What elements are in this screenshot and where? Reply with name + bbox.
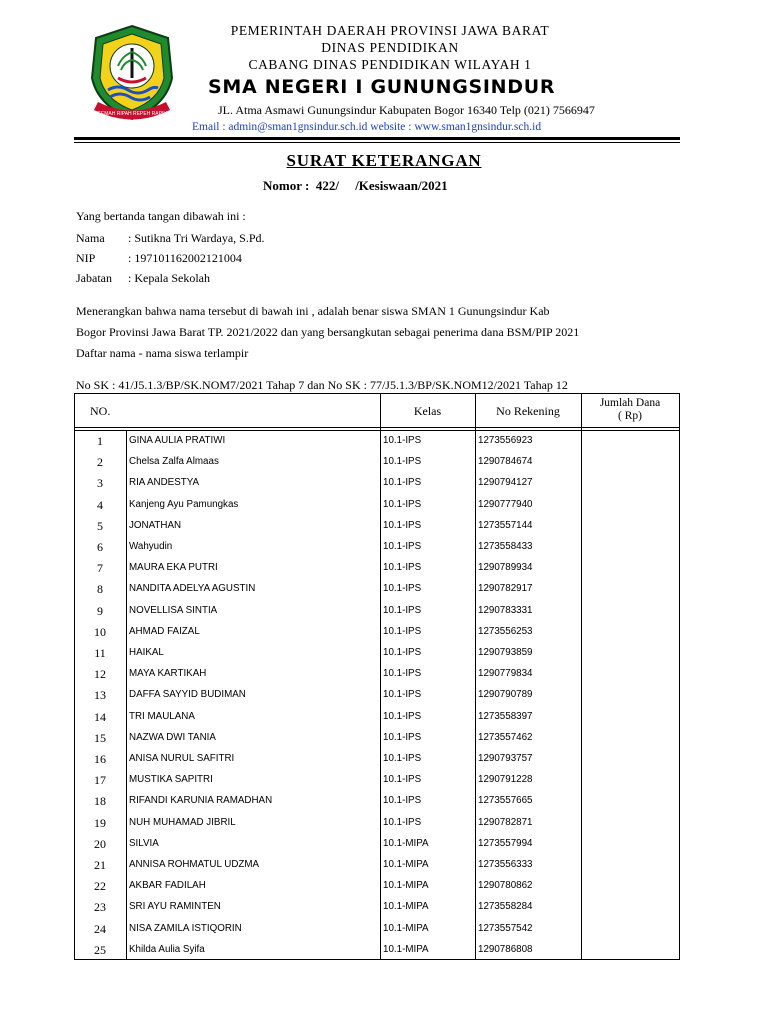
- table-row: [74, 537, 680, 558]
- header-government-line: PEMERINTAH DAERAH PROVINSI JAWA BARAT: [230, 23, 550, 38]
- student-class: 10.1-IPS: [383, 731, 422, 743]
- student-name: ANNISA ROHMATUL UDZMA: [129, 859, 260, 870]
- school-contact-links[interactable]: Email : admin@sman1gnsindur.sch.id website : www.sman1gnsindur.sch.id: [192, 121, 542, 133]
- student-name: DAFFA SAYYID BUDIMAN: [129, 689, 246, 701]
- student-class: 10.1-IPS: [383, 456, 422, 468]
- field-label-nip: NIP: [76, 251, 96, 265]
- paragraph-line-1: Menerangkan bahwa nama tersebut di bawah ini , adalah benar siswa SMAN 1 Gunungsindur Kab: [76, 304, 550, 318]
- account-number: 1290779834: [478, 668, 533, 680]
- student-name: NAZWA DWI TANIA: [129, 731, 216, 743]
- paragraph-line-3: Daftar nama - nama siswa terlampir: [76, 346, 249, 360]
- student-class: 10.1-MIPA: [383, 880, 429, 892]
- account-number: 1273558397: [478, 710, 533, 722]
- letter-title: SURAT KETERANGAN: [286, 151, 482, 170]
- row-number: 24: [94, 921, 106, 936]
- table-row: [74, 707, 680, 728]
- student-name: NOVELLISA SINTIA: [129, 604, 218, 616]
- account-number: 1290793757: [478, 753, 533, 764]
- row-number: 13: [94, 688, 106, 703]
- student-name: SRI AYU RAMINTEN: [129, 901, 221, 913]
- row-number: 14: [94, 709, 106, 724]
- table-row: [74, 728, 680, 749]
- student-name: NISA ZAMILA ISTIQORIN: [129, 922, 242, 934]
- letterhead-divider-thin: [74, 142, 680, 143]
- student-name: ANISA NURUL SAFITRI: [129, 753, 235, 764]
- student-name: Khilda Aulia Syifa: [129, 943, 205, 955]
- student-name: NUH MUHAMAD JIBRIL: [129, 816, 236, 828]
- table-row: [74, 897, 680, 918]
- letterhead-divider-thick: [74, 137, 680, 140]
- row-number: 1: [97, 434, 103, 448]
- header-branch-line: CABANG DINAS PENDIDIKAN WILAYAH 1: [248, 57, 532, 72]
- row-number: 21: [94, 858, 106, 872]
- account-number: 1290780862: [478, 880, 533, 892]
- table-row: [74, 516, 680, 537]
- row-number: 17: [94, 773, 106, 788]
- student-class: 10.1-IPS: [383, 774, 422, 786]
- table-row: [74, 452, 680, 473]
- student-class: 10.1-IPS: [383, 604, 422, 616]
- table-border-top: [74, 393, 680, 394]
- student-name: TRI MAULANA: [129, 710, 195, 722]
- account-number: 1273557994: [478, 837, 533, 849]
- student-class: 10.1-IPS: [383, 816, 422, 828]
- account-number: 1273556923: [478, 435, 533, 446]
- row-number: 20: [94, 836, 106, 851]
- account-number: 1273558284: [478, 901, 533, 913]
- header-agency-line: DINAS PENDIDIKAN: [321, 40, 459, 55]
- student-table: [74, 393, 680, 960]
- account-number: 1273557144: [478, 519, 533, 531]
- student-name: SILVIA: [129, 837, 159, 849]
- field-label-name: Nama: [76, 231, 105, 245]
- student-class: 10.1-IPS: [383, 710, 422, 722]
- table-row: [74, 579, 680, 600]
- row-number: 16: [94, 752, 106, 766]
- student-class: 10.1-IPS: [383, 562, 422, 574]
- table-row: [74, 749, 680, 770]
- student-class: 10.1-IPS: [383, 753, 422, 764]
- student-name: Kanjeng Ayu Pamungkas: [129, 498, 239, 510]
- row-number: 7: [97, 561, 103, 576]
- student-class: 10.1-IPS: [383, 477, 422, 489]
- table-row: [74, 855, 680, 876]
- row-number: 9: [97, 603, 103, 618]
- table-row: [74, 770, 680, 791]
- student-class: 10.1-IPS: [383, 519, 422, 531]
- student-class: 10.1-MIPA: [383, 922, 429, 934]
- paragraph-line-2: Bogor Provinsi Jawa Barat TP. 2021/2022 dan yang bersangkutan sebagai penerima dana BSM/PIP 2021: [76, 325, 580, 339]
- student-class: 10.1-MIPA: [383, 901, 429, 913]
- student-class: 10.1-MIPA: [383, 859, 429, 870]
- header-no: NO.: [90, 404, 111, 418]
- field-label-position: Jabatan: [76, 271, 112, 285]
- table-row: [74, 813, 680, 834]
- account-number: 1273558433: [478, 541, 533, 552]
- student-class: 10.1-IPS: [383, 647, 422, 658]
- account-number: 1273557542: [478, 922, 533, 934]
- account-number: 1290789934: [478, 562, 533, 574]
- logo-motto-text: GEMAH RIPAH REPEH RAPIH: [97, 111, 167, 117]
- account-number: 1290777940: [478, 498, 533, 510]
- school-name: SMA NEGERI I GUNUNGSINDUR: [208, 76, 556, 98]
- student-name: HAIKAL: [129, 647, 164, 658]
- student-name: MAYA KARTIKAH: [129, 668, 207, 680]
- intro-text: Yang bertanda tangan dibawah ini :: [76, 209, 246, 223]
- account-number: 1290793859: [478, 647, 533, 658]
- table-row: [74, 431, 680, 452]
- student-class: 10.1-IPS: [383, 689, 422, 701]
- table-row: [74, 601, 680, 622]
- student-class: 10.1-IPS: [383, 541, 422, 552]
- row-number: 10: [94, 624, 106, 639]
- table-row: [74, 622, 680, 643]
- row-number: 25: [94, 942, 106, 957]
- header-jumlah-dana: Jumlah Dana: [599, 397, 661, 409]
- table-row: [74, 643, 680, 664]
- account-number: 1290782871: [478, 816, 533, 828]
- student-class: 10.1-IPS: [383, 795, 422, 807]
- account-number: 1290782917: [478, 583, 533, 595]
- table-row: [74, 791, 680, 812]
- row-number: 19: [94, 815, 106, 830]
- account-number: 1290783331: [478, 604, 533, 616]
- row-number: 23: [94, 900, 106, 915]
- table-header-divider: [74, 427, 680, 428]
- student-class: 10.1-IPS: [383, 668, 422, 680]
- table-row: [74, 919, 680, 940]
- student-class: 10.1-IPS: [383, 435, 422, 446]
- letter-number: Nomor : 422/ /Kesiswaan/2021: [263, 178, 448, 193]
- account-number: 1273556253: [478, 625, 533, 637]
- row-number: 3: [97, 476, 103, 491]
- account-number: 1273557462: [478, 731, 533, 743]
- student-class: 10.1-MIPA: [383, 943, 429, 955]
- student-name: MUSTIKA SAPITRI: [129, 774, 213, 786]
- field-value-position: : Kepala Sekolah: [128, 271, 210, 285]
- table-row: [74, 685, 680, 706]
- header-kelas: Kelas: [413, 404, 442, 418]
- row-number: 2: [97, 455, 103, 470]
- table-row: [74, 495, 680, 516]
- row-number: 8: [97, 582, 103, 597]
- account-number: 1273556333: [478, 859, 533, 870]
- row-number: 18: [94, 794, 106, 809]
- student-name: GINA AULIA PRATIWI: [129, 435, 226, 446]
- row-number: 5: [97, 518, 103, 533]
- student-class: 10.1-MIPA: [383, 837, 429, 849]
- student-class: 10.1-IPS: [383, 583, 422, 595]
- student-name: Wahyudin: [129, 541, 173, 552]
- header-rekening: No Rekening: [496, 404, 560, 418]
- student-class: 10.1-IPS: [383, 498, 422, 510]
- account-number: 1290791228: [478, 774, 533, 786]
- school-address: JL. Atma Asmawi Gunungsindur Kabupaten Bogor 16340 Telp (021) 7566947: [218, 103, 595, 117]
- sk-reference-line: No SK : 41/J5.1.3/BP/SK.NOM7/2021 Tahap 7 dan No SK : 77/J5.1.3/BP/SK.NOM12/2021 Tahap 12: [76, 378, 568, 392]
- table-row: [74, 473, 680, 494]
- account-number: 1290784674: [478, 456, 533, 468]
- student-name: RIA ANDESTYA: [129, 477, 200, 489]
- account-number: 1273557665: [478, 795, 533, 807]
- account-number: 1290790789: [478, 689, 533, 701]
- row-number: 6: [97, 540, 103, 554]
- account-number: 1290786808: [478, 943, 533, 955]
- row-number: 4: [97, 497, 103, 512]
- student-name: JONATHAN: [129, 519, 182, 531]
- row-number: 15: [94, 730, 106, 745]
- table-row: [74, 834, 680, 855]
- row-number: 22: [94, 879, 106, 894]
- student-name: AKBAR FADILAH: [129, 880, 206, 892]
- table-row: [74, 664, 680, 685]
- field-value-name: : Sutikna Tri Wardaya, S.Pd.: [128, 231, 265, 245]
- table-row: [74, 876, 680, 897]
- student-name: MAURA EKA PUTRI: [129, 562, 218, 574]
- student-name: NANDITA ADELYA AGUSTIN: [129, 583, 256, 595]
- row-number: 11: [94, 646, 106, 660]
- row-number: 12: [94, 667, 106, 682]
- header-jumlah-dana-unit: ( Rp): [618, 410, 642, 422]
- student-name: Chelsa Zalfa Almaas: [129, 456, 219, 468]
- student-class: 10.1-IPS: [383, 625, 422, 637]
- table-row: [74, 558, 680, 579]
- student-name: RIFANDI KARUNIA RAMADHAN: [129, 795, 273, 807]
- field-value-nip: : 197101162002121004: [128, 251, 242, 265]
- student-name: AHMAD FAIZAL: [129, 625, 200, 637]
- table-row: [74, 940, 680, 961]
- account-number: 1290794127: [478, 477, 533, 489]
